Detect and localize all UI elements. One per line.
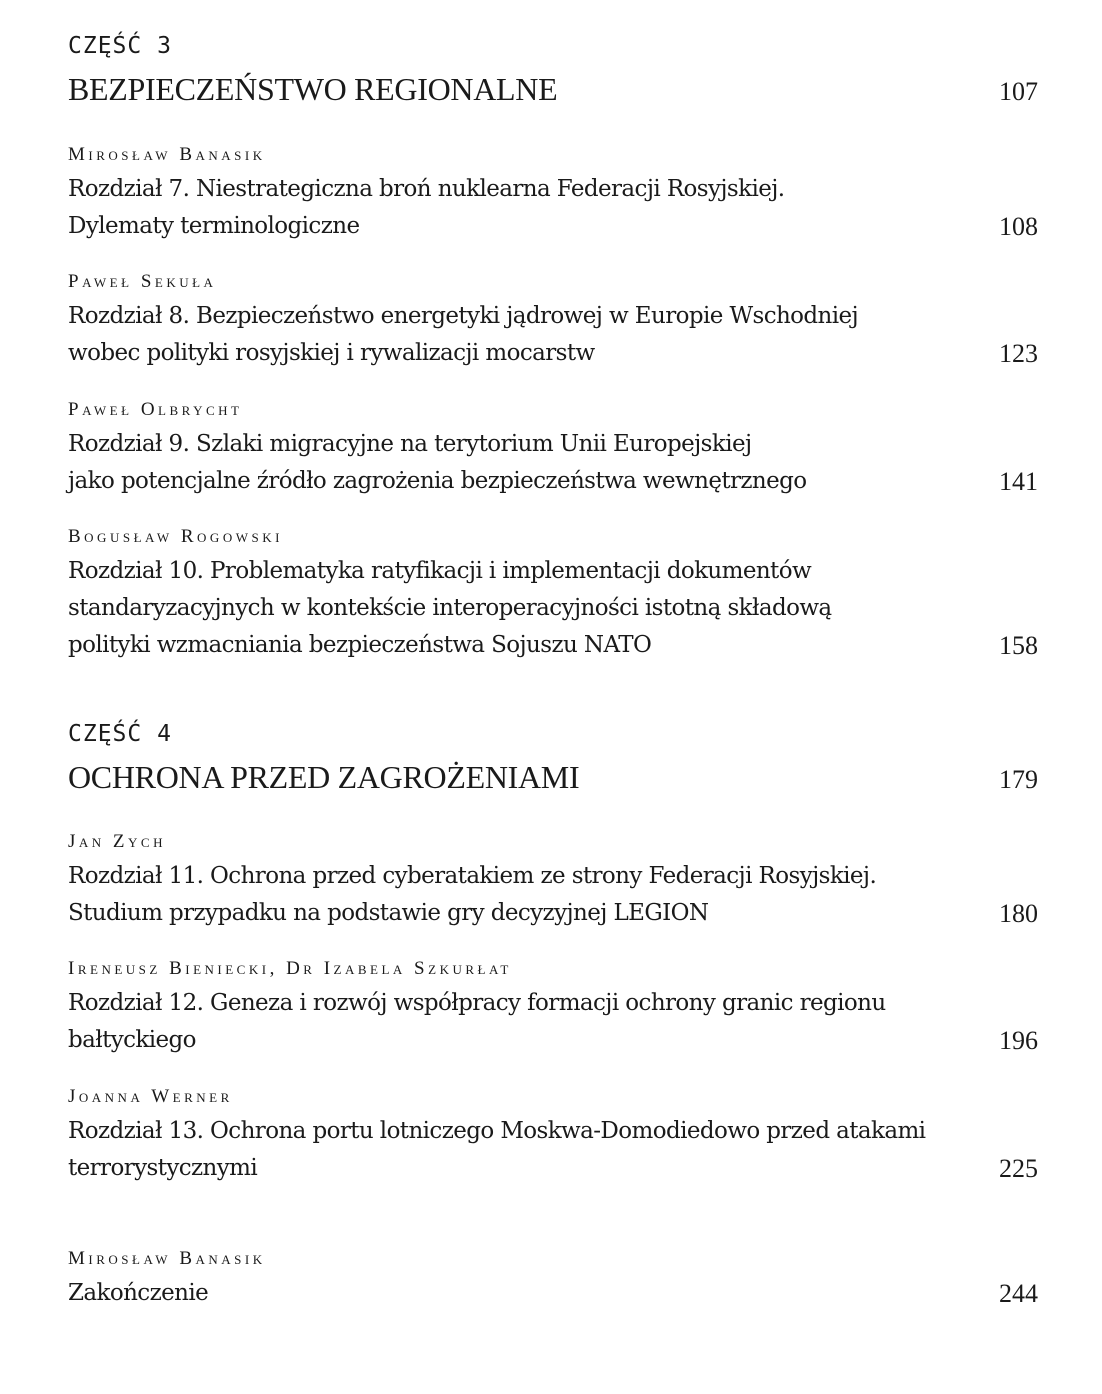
part-label: CZĘŚĆ 4 — [68, 721, 172, 747]
chapter-title — [68, 1275, 208, 1312]
chapter-author: Bogusław Rogowski — [68, 526, 283, 547]
toc-entry-conclusion[interactable] — [68, 1247, 1038, 1312]
chapter-title — [68, 985, 886, 1059]
chapter-title-line: Rozdział 8. Bezpieczeństwo energetyki jądrowej w Europie Wschodniej — [68, 303, 859, 329]
chapter-title-row — [68, 553, 1038, 664]
toc-entry-chapter-9[interactable] — [68, 398, 1038, 500]
chapter-title — [68, 171, 784, 245]
page-number: 108 — [999, 212, 1038, 241]
chapter-title — [68, 426, 807, 500]
chapter-title — [68, 553, 832, 664]
chapter-title-line: Rozdział 13. Ochrona portu lotniczego Moskwa-Domodiedowo przed atakami — [68, 1118, 926, 1144]
chapter-author: Paweł Olbrycht — [68, 399, 243, 420]
chapter-title-line: Rozdział 12. Geneza i rozwój współpracy formacji ochrony granic regionu — [68, 990, 886, 1016]
chapter-title-line: Rozdział 10. Problematyka ratyfikacji i implementacji dokumentów — [68, 558, 812, 584]
page-number: 123 — [999, 339, 1038, 368]
page-number: 196 — [999, 1026, 1038, 1055]
toc-entry-chapter-13[interactable] — [68, 1085, 1038, 1187]
page-number: 107 — [999, 77, 1038, 106]
chapter-title-line: standaryzacyjnych w kontekście interoperacyjności istotną składową — [68, 595, 832, 621]
chapter-title-row — [68, 298, 1038, 372]
toc-entry-chapter-10[interactable] — [68, 525, 1038, 664]
toc-entry-chapter-11[interactable] — [68, 830, 1038, 932]
chapter-title-line: bałtyckiego — [68, 1027, 196, 1053]
page-number: 179 — [999, 765, 1038, 794]
chapter-author: Mirosław Banasik — [68, 1248, 266, 1269]
chapter-author: Joanna Werner — [68, 1086, 233, 1107]
chapter-title-line: Rozdział 9. Szlaki migracyjne na terytorium Unii Europejskiej — [68, 431, 752, 457]
page-number: 158 — [999, 631, 1038, 660]
part-3-heading — [68, 32, 1038, 110]
chapter-title — [68, 298, 858, 372]
page-number: 244 — [999, 1279, 1038, 1308]
chapter-title-row — [68, 171, 1038, 245]
chapter-author: Paweł Sekuła — [68, 271, 217, 292]
toc-entry-chapter-12[interactable] — [68, 957, 1038, 1059]
toc-entry-chapter-7[interactable] — [68, 143, 1038, 245]
part-title-row — [68, 70, 1038, 110]
chapter-title-row — [68, 858, 1038, 932]
chapter-title-row — [68, 1113, 1038, 1187]
part-title-row — [68, 758, 1038, 798]
chapter-title — [68, 1113, 925, 1187]
chapter-title-row — [68, 985, 1038, 1059]
chapter-title-line: Studium przypadku na podstawie gry decyzyjnej LEGION — [68, 900, 709, 926]
page-number: 225 — [999, 1154, 1038, 1183]
chapter-title-line: Zakończenie — [68, 1280, 209, 1306]
chapter-author: Jan Zych — [68, 831, 166, 852]
page-number: 180 — [999, 899, 1038, 928]
part-title: BEZPIECZEŃSTWO REGIONALNE — [68, 71, 558, 107]
part-title: OCHRONA PRZED ZAGROŻENIAMI — [68, 759, 580, 795]
chapter-title-row — [68, 426, 1038, 500]
chapter-title-line: Rozdział 7. Niestrategiczna broń nuklearna Federacji Rosyjskiej. — [68, 176, 785, 202]
chapter-title-row — [68, 1275, 1038, 1312]
chapter-title-line: wobec polityki rosyjskiej i rywalizacji mocarstw — [68, 340, 595, 366]
part-4-heading — [68, 720, 1038, 798]
chapter-title-line: Rozdział 11. Ochrona przed cyberatakiem ze strony Federacji Rosyjskiej. — [68, 863, 877, 889]
page-number: 141 — [999, 467, 1038, 496]
chapter-author: Mirosław Banasik — [68, 144, 266, 165]
toc-entry-chapter-8[interactable] — [68, 270, 1038, 372]
chapter-author: Ireneusz Bieniecki, Dr Izabela Szkurłat — [68, 958, 512, 979]
chapter-title-line: Dylematy terminologiczne — [68, 213, 360, 239]
chapter-title-line: polityki wzmacniania bezpieczeństwa Sojuszu NATO — [68, 632, 652, 658]
chapter-title-line: jako potencjalne źródło zagrożenia bezpieczeństwa wewnętrznego — [68, 468, 807, 494]
chapter-title — [68, 858, 876, 932]
part-label: CZĘŚĆ 3 — [68, 33, 172, 59]
chapter-title-line: terrorystycznymi — [68, 1155, 258, 1181]
